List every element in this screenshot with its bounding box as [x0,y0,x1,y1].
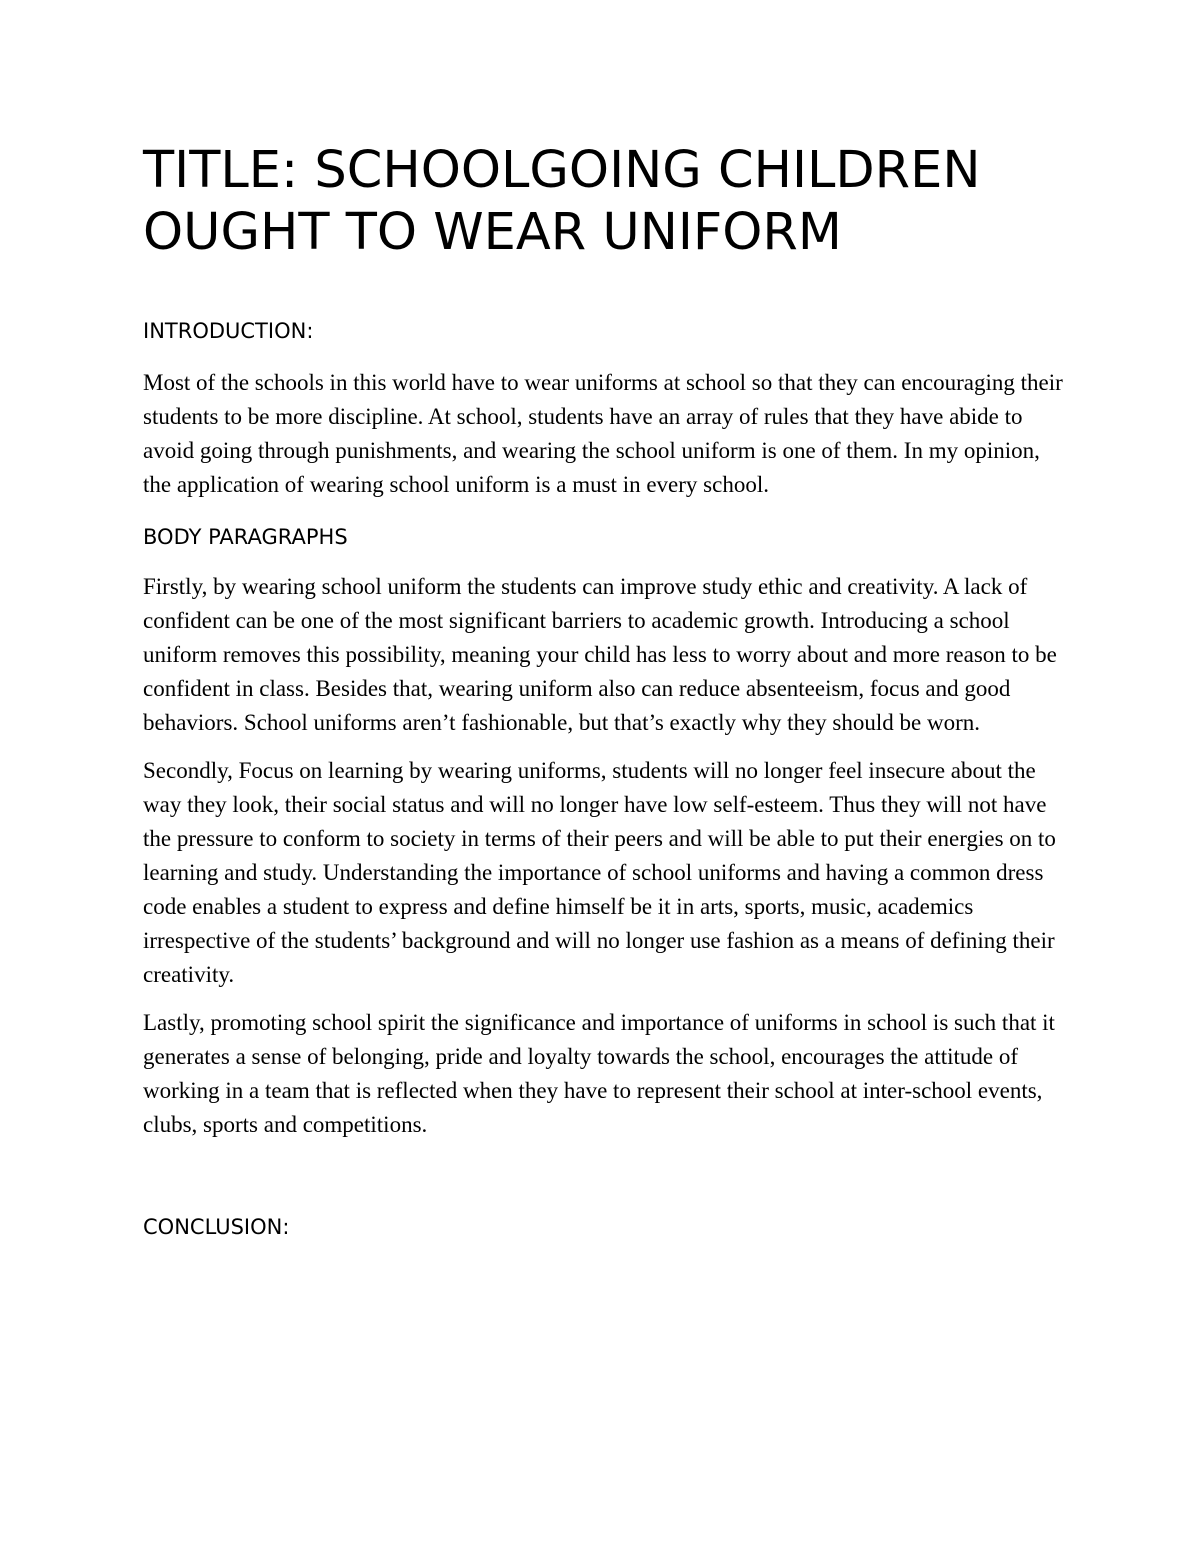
conclusion-heading: CONCLUSION: [143,1215,290,1239]
body-paragraph-secondly: Secondly, Focus on learning by wearing uniforms, students will no longer feel insecure about the way they look, their social status and will no longer have low self-esteem. Thus they will not have the pressure to conform to society in terms of their peers and will be able to put their energies on to learning and study. Understanding the importance of school uniforms and having a common dress code enables a student to express and define himself be it in arts, sports, music, academics irrespective of the students’ background and will no longer use fashion as a means of defining their creativity. [143,758,1056,987]
body-paragraph-firstly: Firstly, by wearing school uniform the students can improve study ethic and creativity. A lack of confident can be one of the most significant barriers to academic growth. Introducing a school uniform removes this possibility, meaning your child has less to worry about and more reason to be confident in class. Besides that, wearing uniform also can reduce absenteeism, focus and good behaviors. School uniforms aren’t fashionable, but that’s exactly why they should be worn. [143,574,1057,735]
body-paragraph-lastly: Lastly, promoting school spirit the significance and importance of uniforms in school is such that it generates a sense of belonging, pride and loyalty towards the school, encourages the attitude of working in a team that is reflected when they have to represent their school at inter-school events, clubs, sports and competitions. [143,1010,1055,1137]
introduction-heading: INTRODUCTION: [143,319,314,343]
introduction-paragraph: Most of the schools in this world have to wear uniforms at school so that they can encouraging their students to be more discipline. At school, students have an array of rules that they have abide to avoid going through punishments, and wearing the school uniform is one of them. In my opinion, the application of wearing school uniform is a must in every school. [143,370,1063,497]
body-paragraphs-heading: BODY PARAGRAPHS [143,525,348,549]
document-title: TITLE: SCHOOLGOING CHILDREN OUGHT TO WEAR UNIFORM [143,141,981,262]
document-content [143,140,1073,1240]
